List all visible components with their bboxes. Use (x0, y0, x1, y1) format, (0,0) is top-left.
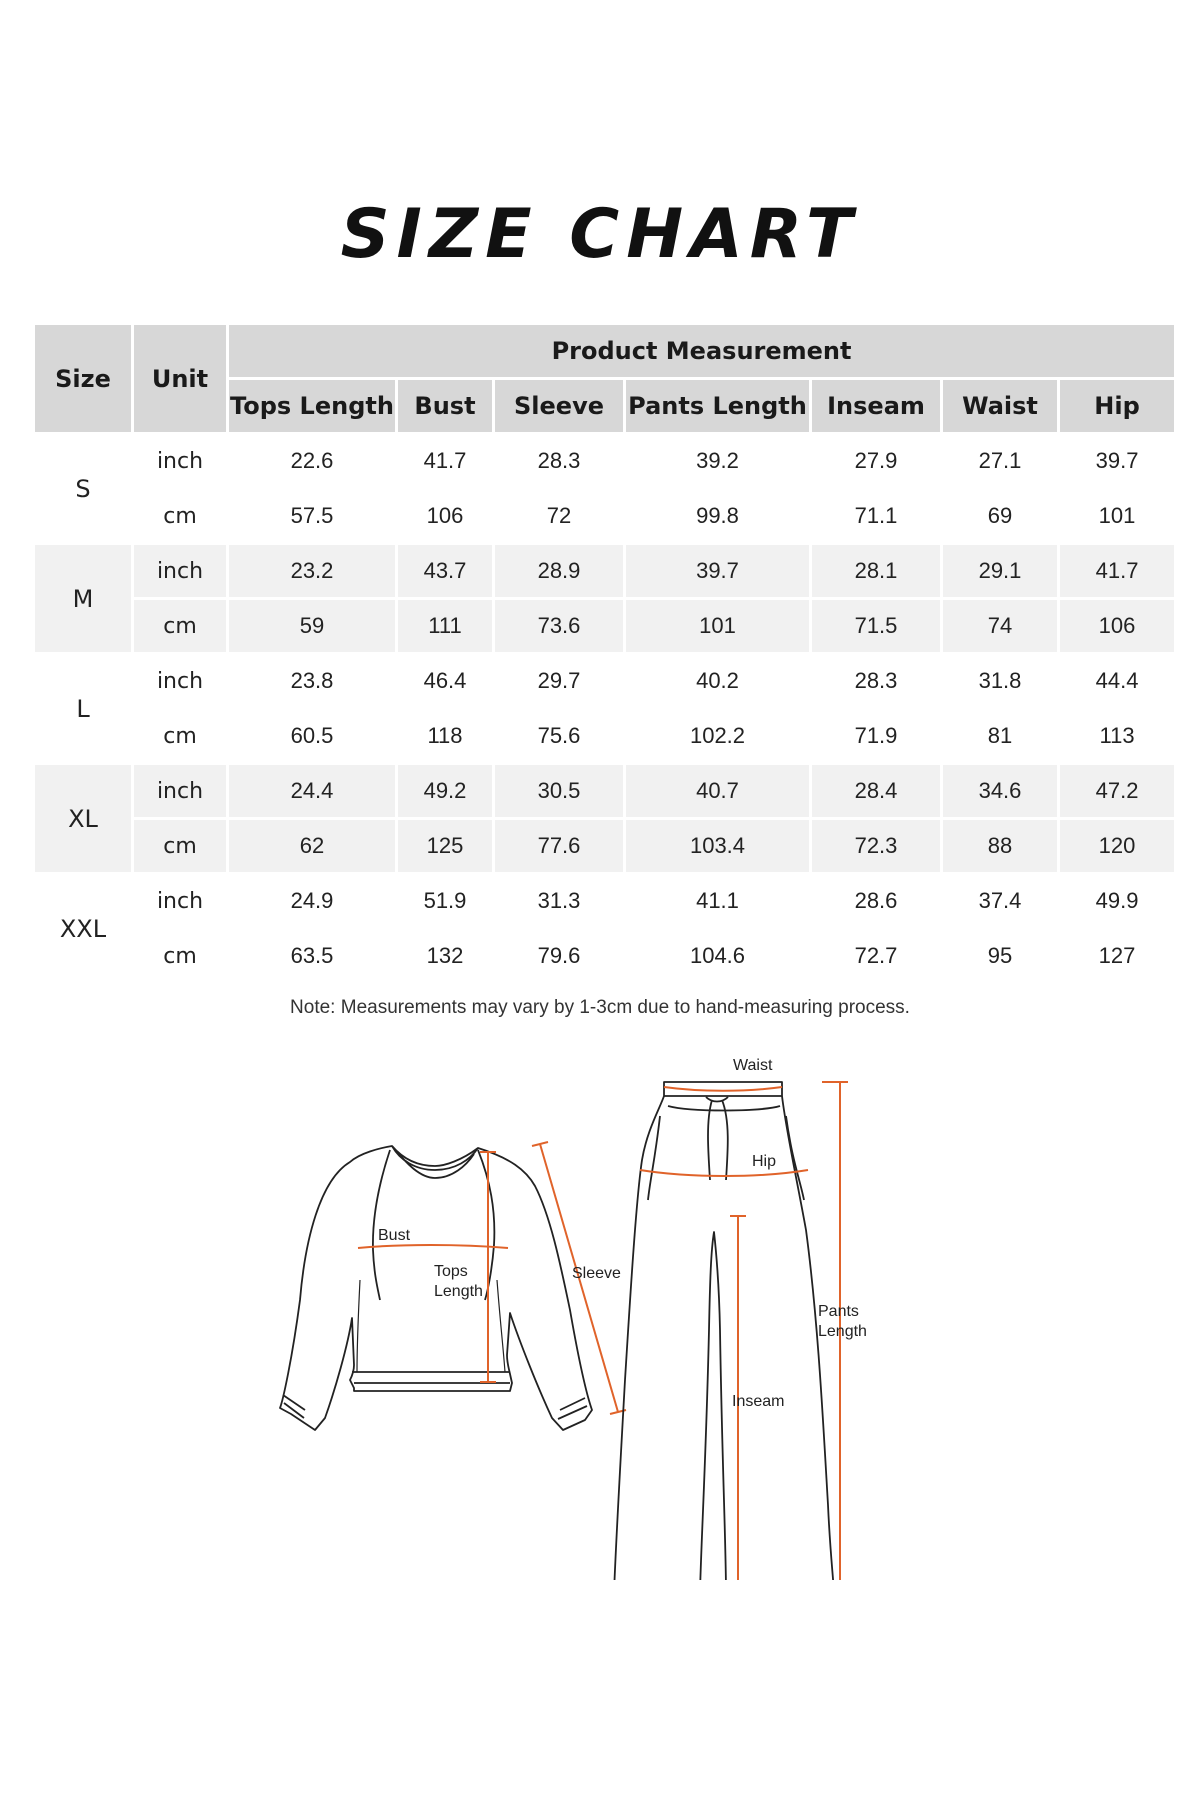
product-measurement-header: Product Measurement (229, 325, 1174, 377)
table-row (35, 600, 1174, 652)
measurement-cell: 31.8 (978, 668, 1022, 693)
hip-measure-line (640, 1170, 808, 1176)
measurement-cell: 28.3 (854, 668, 898, 693)
measurement-cell: 62 (229, 820, 395, 872)
unit-cell: cm (163, 723, 197, 749)
measurement-cell: 46.4 (423, 668, 467, 693)
measurement-cell: 74 (943, 600, 1057, 652)
measurement-cell: 99.8 (696, 503, 739, 528)
measurement-cell: 88 (943, 820, 1057, 872)
pants-pockets (648, 1116, 804, 1200)
unit-cell: cm (134, 820, 226, 872)
pants-outline (614, 1082, 834, 1580)
column-header-inseam: Inseam (812, 380, 940, 432)
measurement-cell: 72.7 (854, 943, 898, 968)
table-row (35, 655, 1174, 707)
measurement-cell: 40.7 (626, 765, 809, 817)
measurement-cell: 28.4 (812, 765, 940, 817)
measurement-cell: 77.6 (495, 820, 623, 872)
measurement-cell: 41.7 (1060, 545, 1174, 597)
measurement-cell: 31.3 (537, 888, 581, 913)
measurement-cell: 24.4 (229, 765, 395, 817)
unit-cell: inch (156, 668, 204, 694)
measurement-cell: 72.3 (812, 820, 940, 872)
tops-length-label-line2: Length (434, 1283, 483, 1300)
measurement-cell: 71.5 (812, 600, 940, 652)
measurement-cell: 59 (229, 600, 395, 652)
measurement-cell: 104.6 (689, 943, 746, 968)
size-chart-table (32, 322, 1177, 985)
unit-cell: inch (134, 765, 226, 817)
measurement-cell: 102.2 (689, 723, 746, 748)
measurement-cell: 106 (426, 503, 464, 528)
measurement-cell: 101 (1098, 503, 1136, 528)
measurement-cell: 39.2 (696, 448, 739, 473)
measurement-cell: 132 (426, 943, 464, 968)
measurement-cell: 79.6 (537, 943, 581, 968)
measurement-cell: 51.9 (423, 888, 467, 913)
column-header-sleeve: Sleeve (495, 380, 623, 432)
measurement-cell: 27.9 (854, 448, 898, 473)
measurement-cell: 23.2 (229, 545, 395, 597)
unit-cell: inch (156, 448, 204, 474)
waist-label: Waist (733, 1057, 773, 1074)
table-row (35, 765, 1174, 817)
size-cell: M (35, 545, 131, 652)
measurement-cell: 23.8 (290, 668, 334, 693)
measurement-cell: 120 (1060, 820, 1174, 872)
measurement-cell: 29.7 (537, 668, 581, 693)
measurement-cell: 27.1 (978, 448, 1022, 473)
measurement-cell: 73.6 (495, 600, 623, 652)
inseam-label: Inseam (732, 1393, 785, 1410)
measurement-cell: 24.9 (290, 888, 334, 913)
measurement-cell: 111 (398, 600, 492, 652)
column-header-bust: Bust (398, 380, 492, 432)
column-header-pants-length: Pants Length (626, 380, 809, 432)
measurement-cell: 47.2 (1060, 765, 1174, 817)
hip-label: Hip (752, 1153, 777, 1170)
measurement-cell: 72 (546, 503, 572, 528)
measurement-cell: 37.4 (978, 888, 1022, 913)
pants-drawstring (706, 1097, 728, 1180)
measurement-cell: 39.7 (626, 545, 809, 597)
measurement-cell: 41.7 (423, 448, 467, 473)
pants-illustration (614, 1082, 834, 1580)
measurement-cell: 81 (987, 723, 1013, 748)
measurement-cell: 127 (1098, 943, 1136, 968)
measurement-cell: 118 (427, 723, 463, 748)
measurement-cell: 60.5 (290, 723, 334, 748)
bust-measure-line (358, 1245, 508, 1248)
table-row (35, 930, 1174, 982)
measurement-cell: 57.5 (290, 503, 334, 528)
bust-label: Bust (378, 1227, 411, 1244)
unit-cell: cm (163, 503, 197, 529)
column-header-tops-length: Tops Length (229, 380, 395, 432)
measurement-cell: 28.3 (537, 448, 581, 473)
unit-cell: cm (134, 600, 226, 652)
measurement-cell: 44.4 (1095, 668, 1139, 693)
measurement-cell: 34.6 (943, 765, 1057, 817)
size-cell: S (75, 474, 91, 503)
waist-measure-line (664, 1087, 782, 1091)
table-row (35, 435, 1174, 487)
unit-cell: inch (134, 545, 226, 597)
column-header-waist: Waist (943, 380, 1057, 432)
measurement-cell: 75.6 (537, 723, 581, 748)
measurement-cell: 39.7 (1095, 448, 1139, 473)
unit-cell: inch (156, 888, 204, 914)
measurement-cell: 101 (626, 600, 809, 652)
size-cell: XXL (59, 914, 107, 943)
measurement-cell: 69 (987, 503, 1013, 528)
column-header-hip: Hip (1060, 380, 1174, 432)
measurement-cell: 29.1 (943, 545, 1057, 597)
unit-header: Unit (134, 325, 226, 432)
measurement-cell: 28.9 (495, 545, 623, 597)
size-chart-title: SIZE CHART (340, 195, 860, 274)
unit-cell: cm (163, 943, 197, 969)
table-row (35, 820, 1174, 872)
measurement-cell: 22.6 (290, 448, 334, 473)
measurement-cell: 106 (1060, 600, 1174, 652)
measurement-cell: 49.2 (398, 765, 492, 817)
measurement-cell: 28.6 (854, 888, 898, 913)
size-chart-body (35, 435, 1174, 982)
measurement-cell: 28.1 (812, 545, 940, 597)
table-row (35, 545, 1174, 597)
sleeve-label: Sleeve (572, 1265, 621, 1282)
table-row (35, 490, 1174, 542)
measurement-cell: 30.5 (495, 765, 623, 817)
measurement-cell: 49.9 (1095, 888, 1139, 913)
measurement-cell: 43.7 (398, 545, 492, 597)
measurement-cell: 71.1 (854, 503, 898, 528)
pants-length-label-line1: Pants (818, 1303, 859, 1320)
measurement-cell: 40.2 (696, 668, 739, 693)
pants-length-label-line2: Length (818, 1323, 867, 1340)
sweatshirt-collar (392, 1146, 478, 1178)
measurement-cell: 103.4 (626, 820, 809, 872)
size-cell: L (76, 694, 90, 723)
measurement-cell: 63.5 (290, 943, 334, 968)
measurement-cell: 95 (987, 943, 1013, 968)
size-cell: XL (35, 765, 131, 872)
tops-length-label-line1: Tops (434, 1263, 468, 1280)
measurement-cell: 71.9 (854, 723, 898, 748)
table-row (35, 875, 1174, 927)
measurement-cell: 41.1 (696, 888, 739, 913)
measurement-cell: 113 (1099, 723, 1135, 748)
size-header: Size (35, 325, 131, 432)
garment-measurement-diagram (0, 1040, 1200, 1580)
measurement-note: Note: Measurements may vary by 1-3cm due to hand-measuring process. (290, 997, 910, 1018)
measurement-cell: 125 (398, 820, 492, 872)
table-row (35, 710, 1174, 762)
